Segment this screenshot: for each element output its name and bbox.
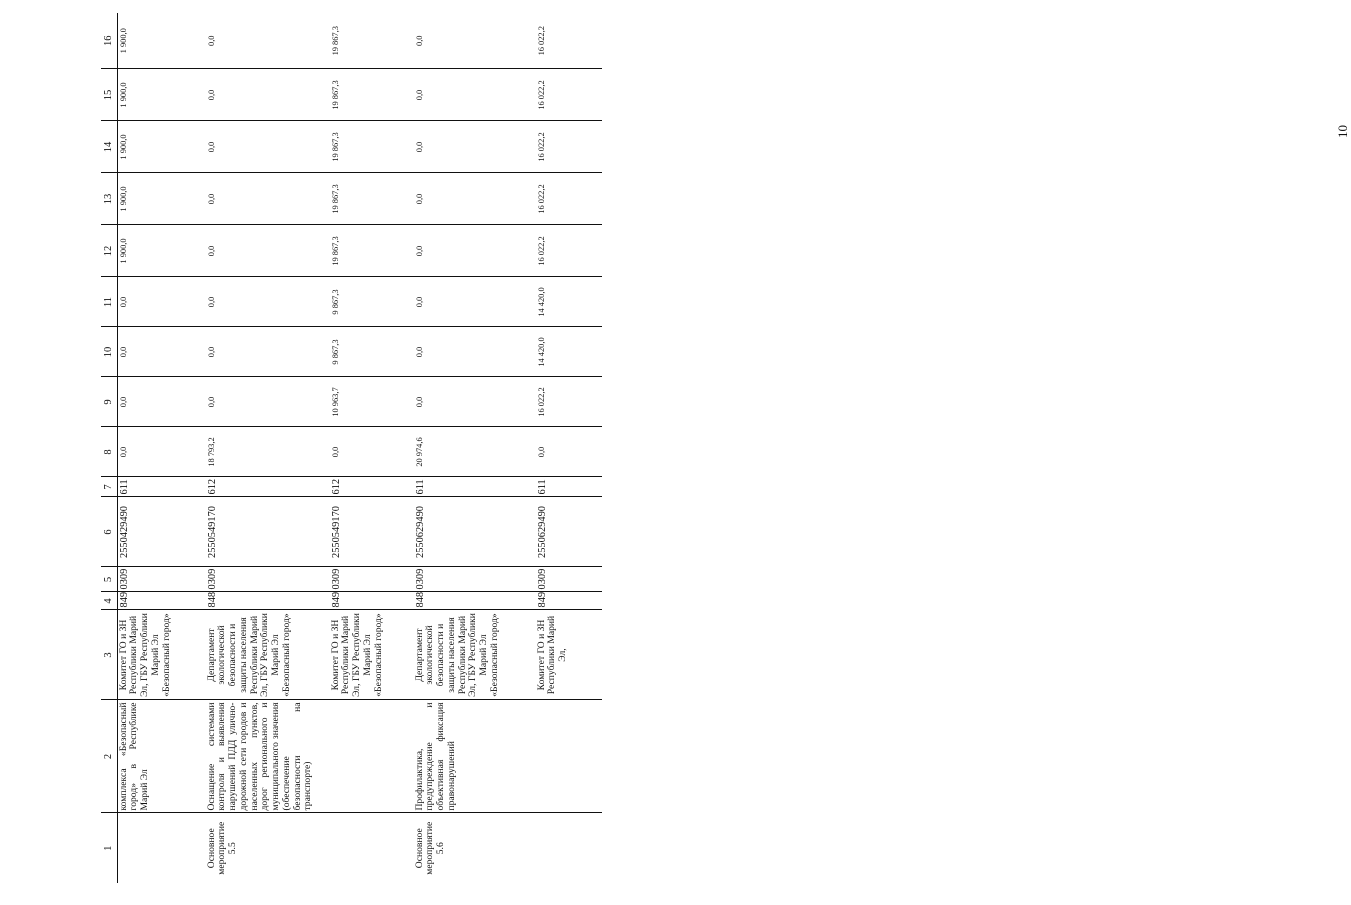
value-cell: 19 867,3 bbox=[330, 173, 414, 225]
activity-code-cell bbox=[536, 813, 602, 883]
csr-cell: 2550549170 bbox=[330, 497, 414, 567]
header-row bbox=[101, 13, 117, 883]
page-number: 10 bbox=[1335, 125, 1350, 138]
value-cell: 9 867,3 bbox=[330, 327, 414, 377]
executor-cell: Комитет ГО и ЗН Республики Марий Эл, bbox=[536, 610, 602, 700]
value-cell: 16 022,2 bbox=[536, 173, 602, 225]
csr-cell: 2550429490 bbox=[117, 497, 206, 567]
value-cell: 1 900,0 bbox=[117, 13, 206, 69]
value-cell: 16 022,2 bbox=[536, 377, 602, 427]
grbs-cell: 848 bbox=[414, 592, 536, 610]
value-cell: 9 867,3 bbox=[330, 277, 414, 327]
activity-name-cell bbox=[330, 700, 414, 813]
executor-cell: Комитет ГО и ЗН Республики Марий Эл, ГБУ Республики Марий Эл «Безопасный город» bbox=[117, 610, 206, 700]
activity-name-cell: комплекса «Безопасный город» в Республике Марий Эл bbox=[117, 700, 206, 813]
value-cell: 0,0 bbox=[414, 121, 536, 173]
value-cell: 0,0 bbox=[414, 277, 536, 327]
value-cell: 19 867,3 bbox=[330, 225, 414, 277]
value-cell: 0,0 bbox=[330, 427, 414, 477]
col-header: 12 bbox=[101, 225, 117, 277]
page-number-wrap bbox=[668, 60, 1350, 138]
table-body bbox=[117, 13, 602, 883]
col-header: 14 bbox=[101, 121, 117, 173]
value-cell: 0,0 bbox=[414, 173, 536, 225]
value-cell: 0,0 bbox=[536, 427, 602, 477]
rzpr-cell: 0309 bbox=[536, 567, 602, 592]
value-cell: 0,0 bbox=[206, 225, 330, 277]
table-row bbox=[536, 13, 602, 883]
value-cell: 0,0 bbox=[206, 277, 330, 327]
activity-name-cell bbox=[536, 700, 602, 813]
csr-cell: 2550629490 bbox=[414, 497, 536, 567]
value-cell: 16 022,2 bbox=[536, 121, 602, 173]
activity-name-cell: Профилактика, предупреждение и объективная фиксация правонарушений bbox=[414, 700, 536, 813]
value-cell: 14 420,0 bbox=[536, 327, 602, 377]
value-cell: 0,0 bbox=[414, 377, 536, 427]
grbs-cell: 848 bbox=[206, 592, 330, 610]
col-header: 4 bbox=[101, 592, 117, 610]
value-cell: 0,0 bbox=[414, 13, 536, 69]
activity-code-cell: Основное мероприятие 5.6 bbox=[413, 821, 447, 875]
value-cell: 0,0 bbox=[206, 13, 330, 69]
value-cell: 16 022,2 bbox=[536, 13, 602, 69]
executor-cell: Комитет ГО и ЗН Республики Марий Эл, ГБУ Республики Марий Эл «Безопасный город» bbox=[330, 610, 414, 700]
value-cell: 0,0 bbox=[117, 327, 206, 377]
value-cell: 0,0 bbox=[414, 225, 536, 277]
value-cell: 0,0 bbox=[117, 277, 206, 327]
col-header: 9 bbox=[101, 377, 117, 427]
col-header: 5 bbox=[101, 567, 117, 592]
value-cell: 19 867,3 bbox=[330, 121, 414, 173]
value-cell: 19 867,3 bbox=[330, 13, 414, 69]
executor-cell: Департамент экологической безопасности и защиты населения Республики Марий Эл, ГБУ Республики Марий Эл «Безопасный город» bbox=[206, 610, 330, 700]
executor-cell: Департамент экологической безопасности и защиты населения Республики Марий Эл, ГБУ Республики Марий Эл «Безопасный город» bbox=[414, 610, 536, 700]
col-header: 15 bbox=[101, 69, 117, 121]
vr-cell: 611 bbox=[414, 477, 536, 497]
rzpr-cell: 0309 bbox=[330, 567, 414, 592]
value-cell: 20 974,6 bbox=[414, 427, 536, 477]
value-cell: 0,0 bbox=[206, 121, 330, 173]
value-cell: 14 420,0 bbox=[536, 277, 602, 327]
csr-cell: 2550549170 bbox=[206, 497, 330, 567]
col-header: 11 bbox=[101, 277, 117, 327]
vr-cell: 612 bbox=[330, 477, 414, 497]
grbs-cell: 849 bbox=[536, 592, 602, 610]
vr-cell: 611 bbox=[536, 477, 602, 497]
value-cell: 0,0 bbox=[117, 377, 206, 427]
value-cell: 0,0 bbox=[414, 69, 536, 121]
value-cell: 0,0 bbox=[206, 173, 330, 225]
budget-table bbox=[101, 13, 602, 883]
value-cell: 18 793,2 bbox=[206, 427, 330, 477]
rotated-page bbox=[101, 13, 635, 883]
col-header: 1 bbox=[101, 813, 117, 883]
value-cell: 1 900,0 bbox=[117, 173, 206, 225]
activity-code-cell bbox=[117, 813, 206, 883]
rzpr-cell: 0309 bbox=[117, 567, 206, 592]
col-header: 10 bbox=[101, 327, 117, 377]
value-cell: 0,0 bbox=[206, 69, 330, 121]
col-header: 8 bbox=[101, 427, 117, 477]
col-header: 16 bbox=[101, 13, 117, 69]
value-cell: 1 900,0 bbox=[117, 69, 206, 121]
col-header: 13 bbox=[101, 173, 117, 225]
rzpr-cell: 0309 bbox=[206, 567, 330, 592]
value-cell: 1 900,0 bbox=[117, 121, 206, 173]
table-row bbox=[117, 13, 206, 883]
value-cell: 10 963,7 bbox=[330, 377, 414, 427]
vr-cell: 612 bbox=[206, 477, 330, 497]
value-cell: 16 022,2 bbox=[536, 225, 602, 277]
rzpr-cell: 0309 bbox=[414, 567, 536, 592]
activity-name-cell: Оснащение системами контроля и выявления нарушений ПДД улично-дорожной сети городов и населенных пунктов, дорог регионального и муниципального значения (обеспечение безопасности на транспорте) bbox=[206, 700, 330, 813]
col-header: 7 bbox=[101, 477, 117, 497]
table-row bbox=[330, 13, 414, 883]
value-cell: 0,0 bbox=[414, 327, 536, 377]
value-cell: 1 900,0 bbox=[117, 225, 206, 277]
grbs-cell: 849 bbox=[330, 592, 414, 610]
vr-cell: 611 bbox=[117, 477, 206, 497]
col-header: 2 bbox=[101, 700, 117, 813]
grbs-cell: 849 bbox=[117, 592, 206, 610]
col-header: 3 bbox=[101, 610, 117, 700]
table-row bbox=[414, 13, 536, 883]
table-row bbox=[206, 13, 330, 883]
value-cell: 16 022,2 bbox=[536, 69, 602, 121]
value-cell: 19 867,3 bbox=[330, 69, 414, 121]
col-header: 6 bbox=[101, 497, 117, 567]
value-cell: 0,0 bbox=[117, 427, 206, 477]
activity-code-cell: Основное мероприятие 5.5 bbox=[205, 821, 239, 875]
value-cell: 0,0 bbox=[206, 377, 330, 427]
csr-cell: 2550629490 bbox=[536, 497, 602, 567]
activity-code-cell bbox=[330, 813, 414, 883]
value-cell: 0,0 bbox=[206, 327, 330, 377]
